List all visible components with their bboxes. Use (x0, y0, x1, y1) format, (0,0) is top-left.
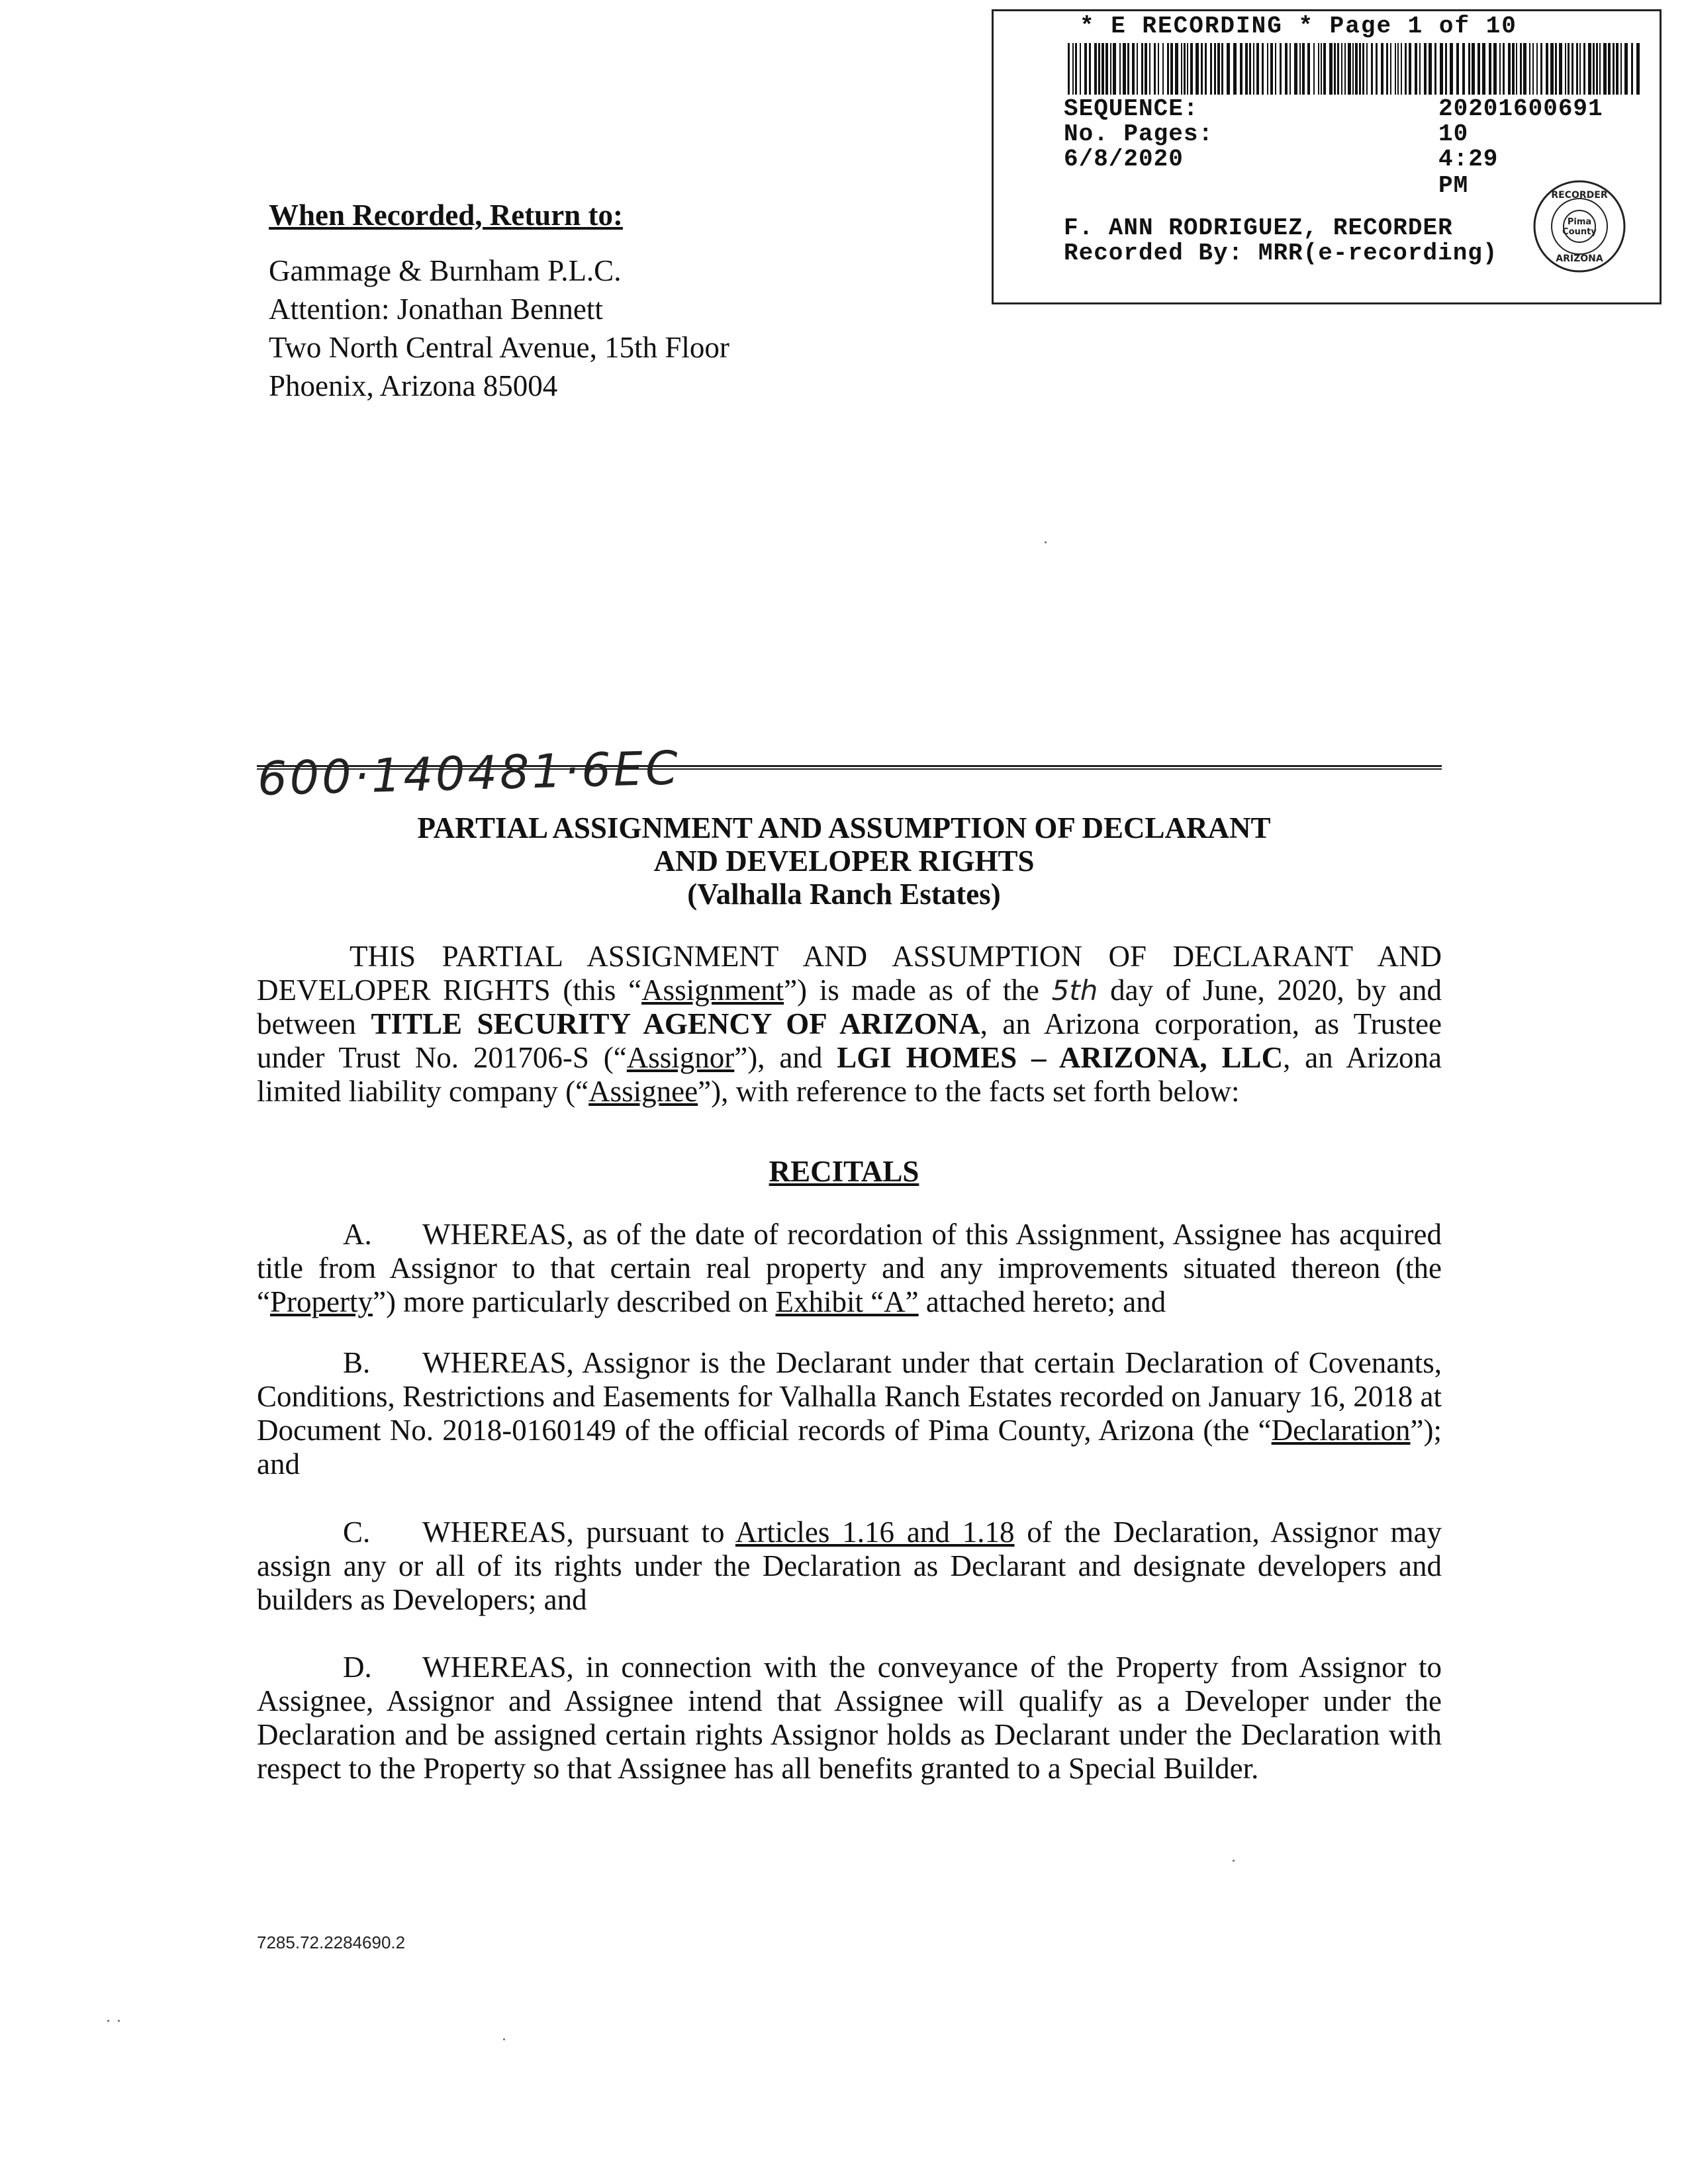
scan-speck (1233, 1860, 1235, 1862)
recital-a-text-3: attached hereto; and (918, 1285, 1166, 1318)
svg-text:Pima: Pima (1567, 217, 1592, 227)
scan-speck (1045, 541, 1047, 543)
pages-row (1064, 120, 1469, 148)
scan-speck (107, 2020, 109, 2022)
scan-speck (503, 2038, 505, 2040)
recital-c-text-2: of the Declaration, Assignor may assign any or all of its rights under the Declaration as Declarant and designate developers and builders as Developers; and (257, 1516, 1442, 1616)
date-row (1064, 146, 1499, 199)
svg-text:County: County (1562, 227, 1597, 237)
recording-header: * E RECORDING * Page 1 of 10 (1080, 13, 1517, 40)
title-line-2: AND DEVELOPER RIGHTS (653, 844, 1035, 878)
assignee-defined-term: Assignee (588, 1075, 698, 1108)
recording-time: 4:29 PM (1438, 146, 1499, 199)
recital-c-letter: C. (343, 1516, 371, 1549)
recital-b-text-2: ”); and (257, 1414, 1442, 1480)
intro-text-5: ”), and (734, 1041, 837, 1074)
recital-d-letter: D. (343, 1651, 372, 1684)
title-divider (257, 765, 1442, 770)
intro-text-4: , an Arizona corporation, as Trustee under Trust No. 201706-S (“ (257, 1007, 1442, 1074)
return-line-firm: Gammage & Burnham P.L.C. (269, 254, 622, 287)
recorded-by: Recorded By: MRR(e-recording) (1064, 240, 1498, 267)
recital-a (257, 1218, 1442, 1319)
pages-value: 10 (1438, 120, 1469, 148)
county-recorder-seal-icon (1531, 178, 1628, 275)
sequence-value: 20201600691 (1438, 95, 1603, 122)
sequence-label: SEQUENCE: (1064, 95, 1199, 122)
return-to-address (269, 196, 729, 405)
scan-speck (118, 2020, 120, 2022)
recital-c-text-1: WHEREAS, pursuant to (422, 1516, 735, 1549)
assignor-defined-term: Assignor (626, 1041, 735, 1074)
document-title (0, 811, 1688, 911)
declaration-defined-term: Declaration (1271, 1414, 1411, 1447)
recital-b (257, 1346, 1442, 1481)
property-defined-term: Property (269, 1285, 373, 1318)
svg-text:ARIZONA: ARIZONA (1556, 253, 1603, 264)
recording-date: 6/8/2020 (1064, 146, 1184, 173)
intro-text-7: ”), with reference to the facts set forth below: (698, 1075, 1240, 1108)
assignment-defined-term: Assignment (641, 974, 784, 1007)
recital-d-text-1: WHEREAS, in connection with the conveyance of the Property from Assignor to Assignee, Assignor and Assignee intend that Assignee will qualify as a Developer under the Declaration and be assigned certain rights Assignor holds as Declarant under the Declaration with respect to the Property so that Assignee has all benefits granted to a Special Builder. (257, 1651, 1442, 1785)
barcode (1068, 43, 1642, 95)
intro-text-1: THIS PARTIAL ASSIGNMENT AND ASSUMPTION OF DECLARANT AND DEVELOPER RIGHTS (this “ (257, 940, 1442, 1007)
intro-text-6: , an Arizona limited liability company (“ (257, 1041, 1442, 1108)
assignor-party-name: TITLE SECURITY AGENCY OF ARIZONA (371, 1007, 980, 1040)
recorder-name: F. ANN RODRIGUEZ, RECORDER (1064, 214, 1453, 242)
title-line-1: PARTIAL ASSIGNMENT AND ASSUMPTION OF DECLARANT (417, 811, 1271, 844)
pages-label: No. Pages: (1064, 120, 1214, 148)
intro-text-2: ”) is made as of the (784, 974, 1052, 1007)
handwritten-file-number: 600·140481·6EC (257, 741, 681, 806)
return-line-city: Phoenix, Arizona 85004 (269, 369, 558, 402)
handwritten-day: 5th (1051, 974, 1098, 1007)
recital-a-letter: A. (343, 1218, 372, 1251)
document-footer-code: 7285.72.2284690.2 (257, 1933, 406, 1952)
articles-reference: Articles 1.16 and 1.18 (735, 1516, 1015, 1549)
return-to-title: When Recorded, Return to: (269, 199, 623, 232)
sequence-row (1064, 95, 1603, 122)
recital-d (257, 1651, 1442, 1786)
intro-paragraph (257, 940, 1442, 1109)
return-line-street: Two North Central Avenue, 15th Floor (269, 331, 729, 364)
recital-a-text-1: WHEREAS, as of the date of recordation of this Assignment, Assignee has acquired title from Assignor to that certain real property and any improvements situated thereon (the “ (257, 1218, 1442, 1318)
recording-stamp-box (992, 9, 1662, 304)
assignee-party-name: LGI HOMES – ARIZONA, LLC (837, 1041, 1284, 1074)
recital-b-letter: B. (343, 1346, 371, 1379)
recital-c (257, 1516, 1442, 1617)
svg-text:RECORDER: RECORDER (1551, 190, 1608, 201)
return-line-attention: Attention: Jonathan Bennett (269, 293, 603, 326)
recital-a-text-2: ”) more particularly described on (372, 1285, 776, 1318)
intro-text-3: day of June, 2020, by and between (257, 974, 1442, 1040)
exhibit-a-reference: Exhibit “A” (775, 1285, 919, 1318)
recitals-heading: RECITALS (769, 1155, 919, 1188)
recital-b-text-1: WHEREAS, Assignor is the Declarant under that certain Declaration of Covenants, Conditions, Restrictions and Easements for Valhalla Ranch Estates recorded on January 16, 2018 at Document No. 2018-0160149 of the official records of Pima County, Arizona (the “ (257, 1346, 1442, 1447)
title-line-3: (Valhalla Ranch Estates) (687, 878, 1001, 911)
